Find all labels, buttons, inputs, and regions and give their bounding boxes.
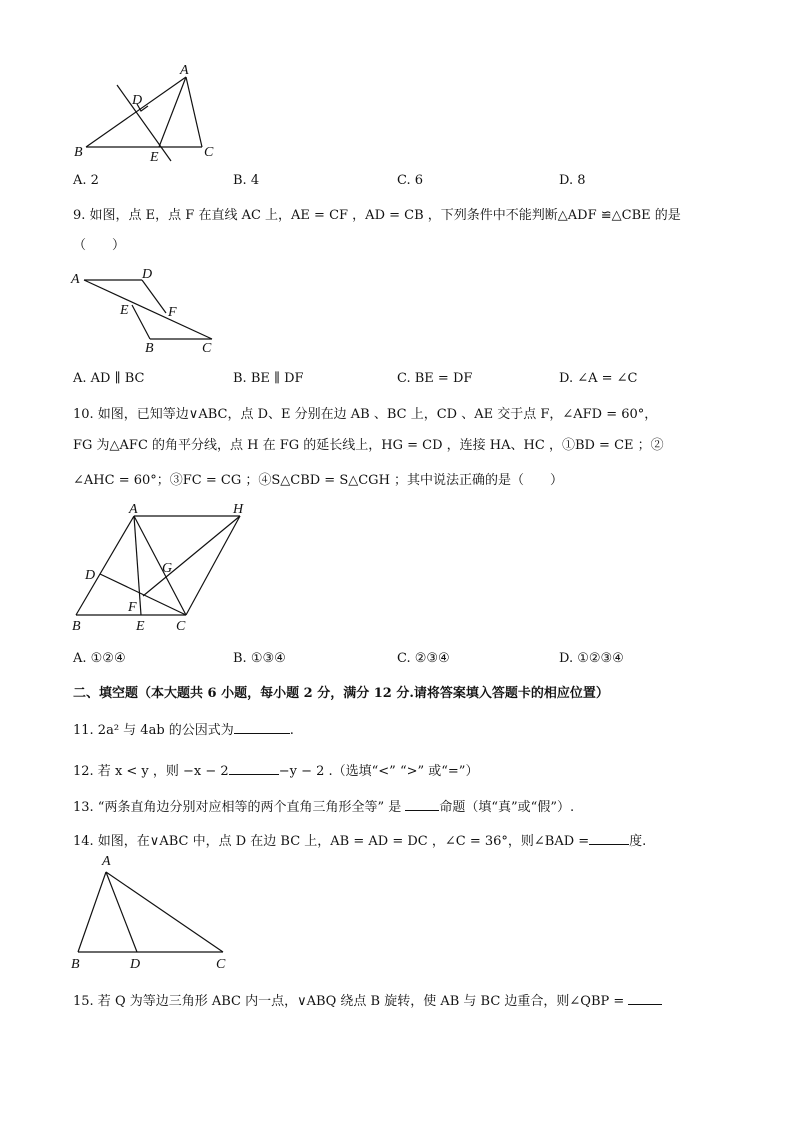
label-a: A <box>129 502 138 517</box>
perpendicular-line <box>117 85 171 161</box>
q9-option-b[interactable]: B. BE ∥ DF <box>233 371 304 386</box>
q10-option-c[interactable]: C. ②③④ <box>397 651 450 666</box>
q15-stem <box>73 990 662 1009</box>
q10-stem-line1: 10. 如图，已知等边∨ABC，点 D、E 分别在边 AB 、BC 上，CD 、AE 交于点 F，∠AFD = 60°， <box>73 407 658 422</box>
segment-ac <box>106 872 223 952</box>
segment-ab <box>76 516 134 615</box>
label-a: A <box>71 272 80 287</box>
label-h: H <box>233 502 244 517</box>
segment-ac <box>134 516 186 615</box>
q10-stem-line2: FG 为△AFC 的角平分线，点 H 在 FG 的延长线上，HG = CD ，连接 HA、HC ，①BD = CE ；② <box>73 438 664 453</box>
segment-hc <box>186 516 240 615</box>
q10-option-a[interactable]: A. ①②④ <box>73 651 126 666</box>
q8-option-b[interactable]: B. 4 <box>233 173 260 188</box>
segment-ae <box>159 77 186 147</box>
q12-answer-blank[interactable] <box>229 762 279 775</box>
q10-option-d[interactable]: D. ①②③④ <box>559 651 624 666</box>
q9-option-d[interactable]: D. ∠A = ∠C <box>559 371 638 386</box>
q14-stem <box>73 830 646 849</box>
label-c: C <box>202 341 212 356</box>
q11-answer-blank[interactable] <box>234 721 290 734</box>
label-c: C <box>176 619 186 634</box>
segment-ad <box>106 872 137 952</box>
figure-q9 <box>68 262 228 357</box>
section-heading: 二、填空题（本大题共 6 小题，每小题 2 分，满分 12 分.请将答案填入答题卡的相应位置） <box>73 686 609 701</box>
q10-stem-line3: ∠AHC = 60°；③FC = CG ；④S△CBD = S△CGH ；其中说法正确的是（ ） <box>73 473 564 488</box>
label-e: E <box>150 150 159 165</box>
q9-stem-line2: （ ） <box>73 238 126 253</box>
q8-option-a[interactable]: A. 2 <box>73 173 99 188</box>
q11-text: 11. 2a² 与 4ab 的公因式为 <box>73 723 234 738</box>
q8-option-c[interactable]: C. 6 <box>397 173 424 188</box>
q9-option-a[interactable]: A. AD ∥ BC <box>73 371 145 386</box>
label-c: C <box>216 957 226 972</box>
q11-stem <box>73 719 294 738</box>
q13-text: 13. “两条直角边分别对应相等的两个直角三角形全等” 是 <box>73 800 402 815</box>
segment-dc <box>100 574 186 615</box>
label-a: A <box>102 854 111 869</box>
segment-ab <box>78 872 106 952</box>
figure-q10 <box>66 502 266 637</box>
q12-text: 12. 若 x < y ，则 −x − 2 <box>73 764 229 779</box>
label-d: D <box>132 93 143 108</box>
q15-answer-blank[interactable] <box>628 992 662 1005</box>
q13-end: 命题（填“真”或“假”）. <box>439 800 575 815</box>
q14-text: 14. 如图，在∨ABC 中，点 D 在边 BC 上，AB = AD = DC ，∠C = 36°，则∠BAD = <box>73 834 590 849</box>
label-d: D <box>130 957 141 972</box>
q12-stem <box>73 760 478 779</box>
label-d: D <box>142 267 153 282</box>
label-d: D <box>85 568 96 583</box>
q14-end: 度. <box>629 834 647 849</box>
label-e: E <box>136 619 145 634</box>
label-c: C <box>204 145 214 160</box>
label-b: B <box>72 619 81 634</box>
q11-end: . <box>289 723 294 738</box>
label-e: E <box>120 303 129 318</box>
q10-option-b[interactable]: B. ①③④ <box>233 651 286 666</box>
segment-fh <box>143 516 240 596</box>
q15-text: 15. 若 Q 为等边三角形 ABC 内一点，∨ABQ 绕点 B 旋转，使 AB 与 BC 边重合，则∠QBP = <box>73 994 625 1009</box>
q9-stem-line1: 9. 如图，点 E，点 F 在直线 AC 上，AE = CF ，AD = CB ，下列条件中不能判断△ADF ≌△CBE 的是 <box>73 208 681 223</box>
q13-answer-blank[interactable] <box>405 798 439 811</box>
segment-ac <box>186 77 202 147</box>
label-b: B <box>71 957 80 972</box>
label-b: B <box>145 341 154 356</box>
q13-stem <box>73 796 574 815</box>
label-g: G <box>162 561 173 576</box>
q12-end: −y − 2 .（选填“<” “>” 或“=”） <box>278 764 479 779</box>
label-f: F <box>168 305 177 320</box>
segment-be <box>132 305 150 339</box>
figure-q8 <box>70 60 230 170</box>
label-f: F <box>128 600 137 615</box>
figure-q14 <box>66 850 246 975</box>
label-a: A <box>180 63 189 78</box>
label-b: B <box>74 145 83 160</box>
q9-option-c[interactable]: C. BE = DF <box>397 371 473 386</box>
q8-option-d[interactable]: D. 8 <box>559 173 586 188</box>
q14-answer-blank[interactable] <box>589 832 629 845</box>
